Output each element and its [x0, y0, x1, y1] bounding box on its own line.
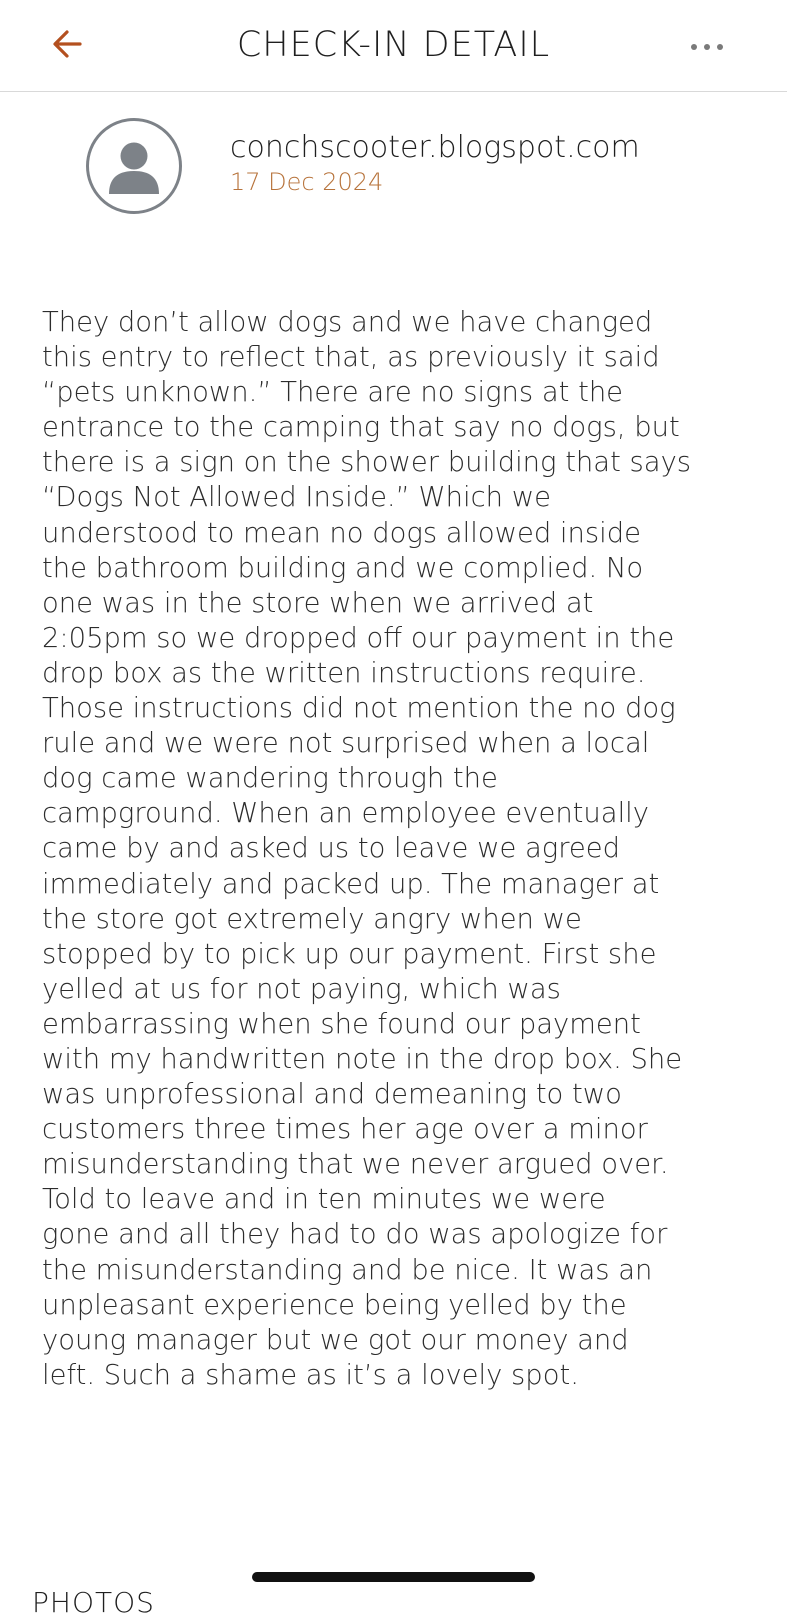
review-text-line: embarrassing when she found our payment [42, 1008, 641, 1040]
person-avatar-icon [89, 196, 179, 215]
home-indicator[interactable] [252, 1572, 535, 1582]
more-horizontal-icon [689, 37, 725, 56]
review-text-line: one was in the store when we arrived at [42, 587, 594, 619]
review-text-line: Told to leave and in ten minutes we were [42, 1184, 606, 1216]
review-text-line: gone and all they had to do was apologize for [42, 1219, 668, 1251]
review-text-line: campground. When an employee eventually [42, 798, 649, 830]
review-text-line: stopped by to pick up our payment. First she [42, 938, 657, 970]
review-text-line: immediately and packed up. The manager at [42, 868, 660, 900]
review-text-line: “pets unknown.” There are no signs at the [42, 377, 624, 409]
author-name[interactable]: conchscooter.blogspot.com [230, 130, 640, 165]
review-text-line: entrance to the camping that say no dogs, but [42, 412, 680, 444]
review-text-line: They don’t allow dogs and we have changed [42, 307, 653, 338]
review-text-line: came by and asked us to leave we agreed [42, 833, 620, 865]
review-text-line: this entry to reflect that, as previously it said [42, 342, 660, 374]
review-text-line: was unprofessional and demeaning to two [42, 1079, 622, 1111]
review-text-line: understood to mean no dogs allowed inside [42, 517, 642, 549]
more-options-button[interactable] [687, 26, 727, 66]
review-text-line: “Dogs Not Allowed Inside.” Which we [42, 482, 551, 514]
review-text-line: unpleasant experience being yelled by the [42, 1289, 627, 1321]
review-text-line: the bathroom building and we complied. No [42, 552, 644, 584]
review-text-line: the misunderstanding and be nice. It was an [42, 1254, 653, 1286]
checkin-review-text [42, 305, 767, 1393]
page-title: CHECK-IN DETAIL [236, 25, 551, 65]
review-text-line: with my handwritten note in the drop box. She [42, 1043, 683, 1075]
review-text-line: young manager but we got our money and [42, 1324, 629, 1356]
review-text-line: customers three times her age over a minor [42, 1114, 648, 1146]
review-text-line: 2:05pm so we dropped off our payment in the [42, 622, 675, 654]
review-text-line: dog came wandering through the [42, 763, 498, 795]
review-text-line: rule and we were not surprised when a local [42, 728, 650, 760]
review-text-line: misunderstanding that we never argued over. [42, 1149, 669, 1181]
review-text-line: Those instructions did not mention the no dog [42, 693, 676, 725]
review-text-line: yelled at us for not paying, which was [42, 973, 561, 1005]
review-text-line: left. Such a shame as it’s a lovely spot. [42, 1359, 579, 1391]
review-text-line: the store got extremely angry when we [42, 903, 582, 935]
review-text-line: drop box as the written instructions require. [42, 657, 646, 689]
top-bar [0, 0, 787, 92]
avatar[interactable] [86, 118, 182, 214]
review-text-line: there is a sign on the shower building that says [42, 447, 692, 479]
photos-section-label: PHOTOS [32, 1586, 155, 1619]
checkin-date: 17 Dec 2024 [230, 168, 384, 196]
